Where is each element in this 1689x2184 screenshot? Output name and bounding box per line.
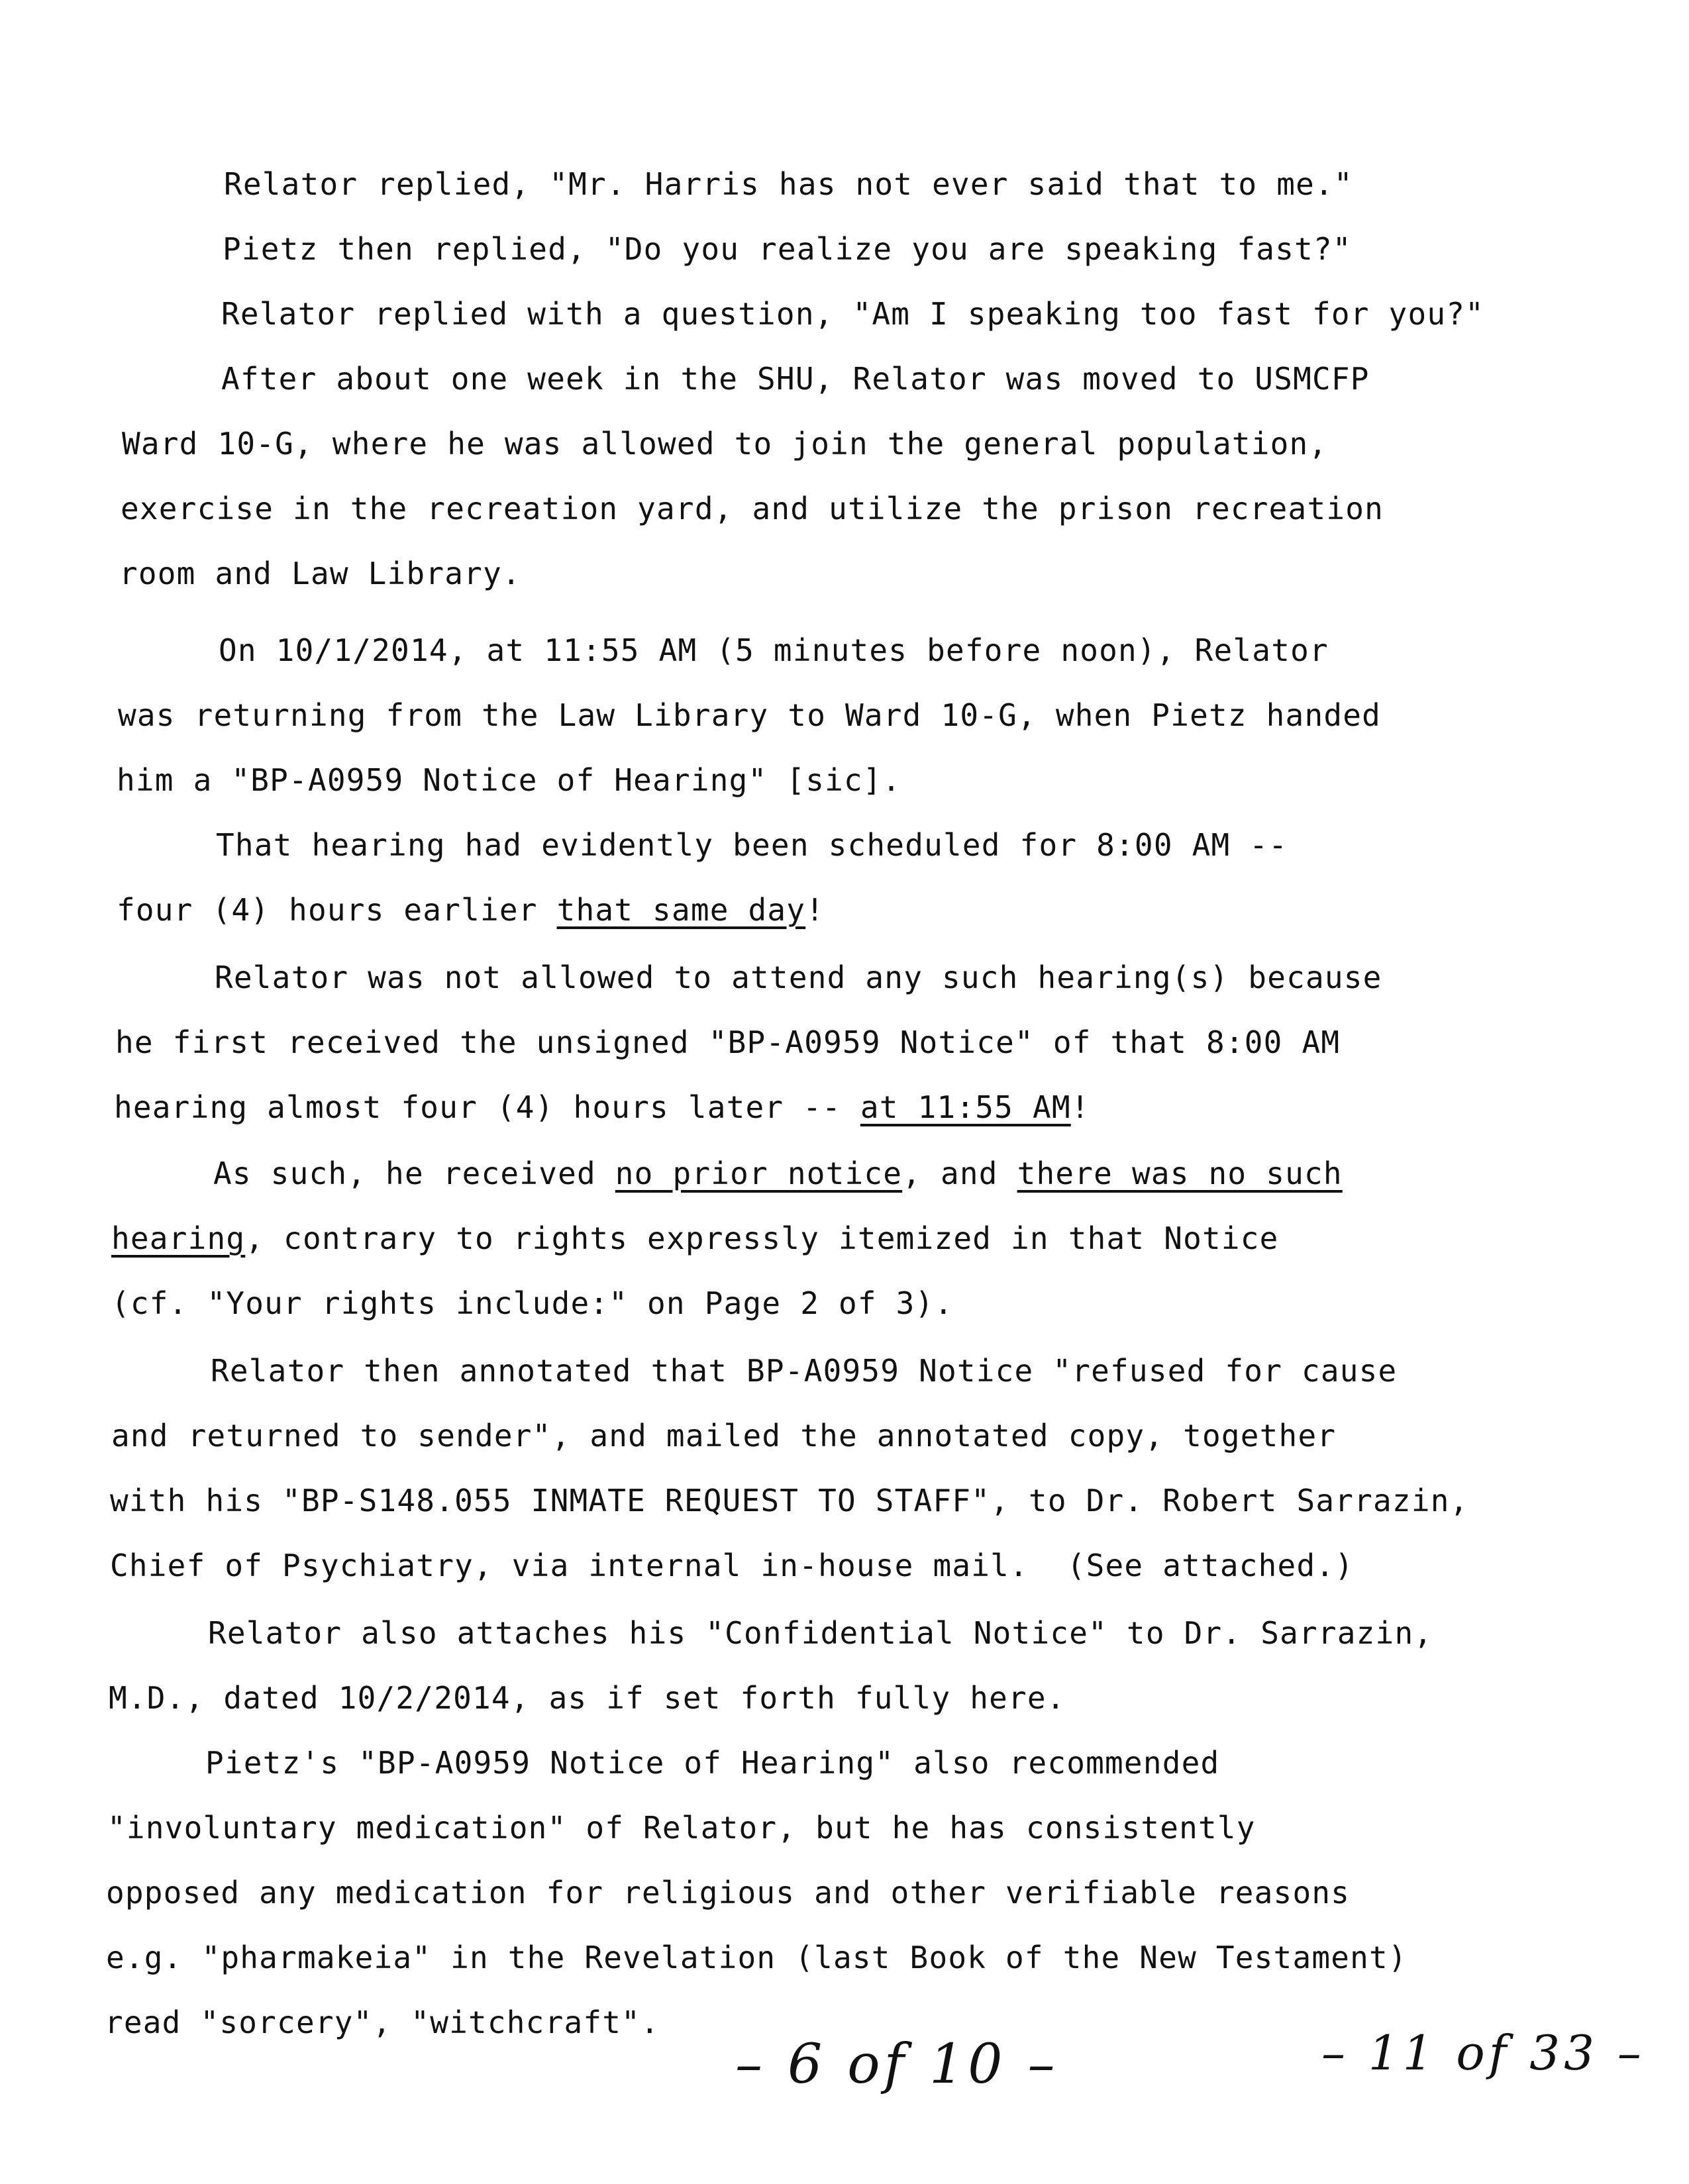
underlined-text: there was no such xyxy=(1017,1156,1343,1191)
text-segment: As such, he received xyxy=(213,1156,615,1191)
text-line: and returned to sender", and mailed the annotated copy, together xyxy=(111,1418,1337,1454)
underlined-text: hearing xyxy=(111,1220,246,1256)
text-line xyxy=(114,1087,1090,1127)
text-line: Ward 10-G, where he was allowed to join the general population, xyxy=(122,426,1328,462)
text-line: Relator also attaches his "Confidential Notice" to Dr. Sarrazin, xyxy=(208,1615,1433,1651)
text-line: read "sorcery", "witchcraft". xyxy=(105,2005,660,2040)
text-line: he first received the unsigned "BP-A0959 Notice" of that 8:00 AM xyxy=(115,1024,1341,1060)
text-segment: ! xyxy=(1070,1089,1090,1125)
text-line: exercise in the recreation yard, and utilize the prison recreation xyxy=(121,491,1384,526)
text-line: e.g. "pharmakeia" in the Revelation (last Book of the New Testament) xyxy=(106,1940,1408,1975)
underlined-text: that same day xyxy=(556,892,806,928)
text-line: On 10/1/2014, at 11:55 AM (5 minutes before noon), Relator xyxy=(219,632,1329,668)
text-segment: , and xyxy=(902,1156,1017,1191)
text-line xyxy=(111,1218,1279,1258)
text-line: After about one week in the SHU, Relator was moved to USMCFP xyxy=(221,361,1370,397)
text-line: "involuntary medication" of Relator, but he has consistently xyxy=(107,1810,1256,1846)
text-segment: hearing almost four (4) hours later -- xyxy=(114,1089,860,1125)
text-segment: four (4) hours earlier xyxy=(117,892,557,928)
text-line xyxy=(213,1154,1343,1193)
handwritten-exhibit-page-number: – 11 of 33 – xyxy=(1321,2025,1645,2081)
text-line: Relator then annotated that BP-A0959 Notice "refused for cause xyxy=(211,1353,1398,1389)
text-line xyxy=(117,890,825,930)
underlined-text: at 11:55 AM xyxy=(860,1089,1071,1125)
text-line: with his "BP-S148.055 INMATE REQUEST TO STAFF", to Dr. Robert Sarrazin, xyxy=(110,1483,1469,1518)
text-line: Pietz's "BP-A0959 Notice of Hearing" also recommended xyxy=(205,1745,1220,1781)
text-line: M.D., dated 10/2/2014, as if set forth fully here. xyxy=(109,1680,1066,1716)
text-segment: ! xyxy=(805,892,825,928)
underlined-text: no prior notice xyxy=(615,1156,903,1191)
text-line: Pietz then replied, "Do you realize you are speaking fast?" xyxy=(223,231,1352,267)
text-line: opposed any medication for religious and other verifiable reasons xyxy=(106,1875,1351,1911)
text-line: was returning from the Law Library to Ward 10-G, when Pietz handed xyxy=(118,697,1382,733)
text-line: him a "BP-A0959 Notice of Hearing" [sic]. xyxy=(117,762,901,798)
text-segment: , contrary to rights expressly itemized in that Notice xyxy=(245,1220,1279,1256)
text-line: Relator was not allowed to attend any such hearing(s) because xyxy=(215,960,1382,995)
text-line: That hearing had evidently been scheduled for 8:00 AM -- xyxy=(216,827,1288,863)
text-line: Chief of Psychiatry, via internal in-house mail. (See attached.) xyxy=(110,1548,1355,1583)
text-line: room and Law Library. xyxy=(119,556,521,591)
text-line: Relator replied, "Mr. Harris has not ever said that to me." xyxy=(224,166,1353,202)
handwritten-page-number: – 6 of 10 – xyxy=(735,2033,1059,2096)
text-line: (cf. "Your rights include:" on Page 2 of 3). xyxy=(111,1285,954,1321)
text-line: Relator replied with a question, "Am I speaking too fast for you?" xyxy=(221,296,1485,332)
